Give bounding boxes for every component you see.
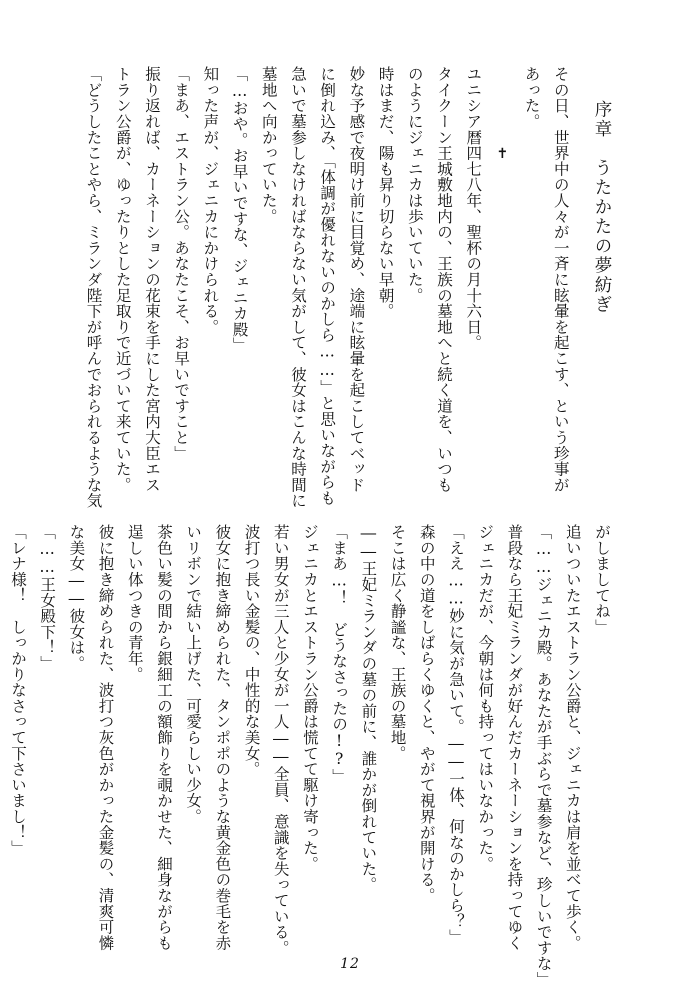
text-column: そこは広く静謐な、王族の墓地。 bbox=[388, 524, 407, 761]
text-column: 茶色い髪の間から銀細工の額飾りを覗かせた、細身ながらも bbox=[154, 524, 173, 951]
text-column: あった。 bbox=[522, 66, 541, 130]
text-column: 「まあ、エストラン公。あなたこそ、お早いですこと」 bbox=[172, 66, 191, 461]
text-column: 「まあ…！ どうなさったの!?」 bbox=[330, 524, 349, 785]
text-column: 急いで墓参しなければならない気がして、彼女はこんな時間に bbox=[288, 66, 307, 509]
text-column: その日、世界中の人々が一斉に眩暈を起こす、という珍事が bbox=[551, 66, 570, 493]
text-column: に倒れ込み、「体調が優れないのかしら……」と思いながらも bbox=[318, 66, 337, 506]
text-column: 波打つ長い金髪の、中性的な美女。 bbox=[242, 524, 261, 777]
text-column: 妙な予感で夜明け前に目覚め、途端に眩暈を起こしてベッド bbox=[347, 66, 366, 493]
text-column: ジェニカとエストラン公爵は慌てて駆け寄った。 bbox=[300, 524, 319, 872]
text-column: 振り返れば、カーネーションの花束を手にした宮内大臣エス bbox=[142, 66, 161, 493]
text-column bbox=[0, 524, 3, 944]
text-column: がしましてね」 bbox=[593, 524, 611, 635]
text-column: トラン公爵が、ゆったりとした足取りで近づいて来ていた。 bbox=[113, 66, 132, 493]
text-column: ――王妃ミランダの墓の前に、誰かが倒れていた。 bbox=[359, 524, 378, 893]
text-column: のようにジェニカは歩いていた。 bbox=[405, 66, 424, 303]
text-column: 「レナ様！ しっかりなさって下さいまし！」 bbox=[8, 524, 27, 856]
text-column: いリボンで結い上げた、可愛らしい少女。 bbox=[184, 524, 203, 825]
text-column: 「どうしたことやら、ミランダ陛下が呼んでおられるような気 bbox=[84, 66, 103, 509]
text-column: 彼に抱き締められた、波打つ灰色がかった金髪の、清爽可憐 bbox=[96, 524, 115, 951]
text-column: 森の中の道をしばらくゆくと、やがて視界が開ける。 bbox=[417, 524, 436, 904]
text-column: な美女――彼女は。 bbox=[67, 524, 86, 672]
upper-text-block bbox=[78, 66, 616, 509]
text-column: タイクーン王城敷地内の、王族の墓地へと続く道を、いつも bbox=[434, 66, 453, 493]
text-column: 追いついたエストラン公爵と、ジェニカは肩を並べて歩く。 bbox=[563, 524, 582, 951]
text-column: ジェニカだが、今朝は何も持ってはいなかった。 bbox=[476, 524, 495, 872]
text-column: 逞しい体つきの青年。 bbox=[125, 524, 144, 682]
text-column: 時はまだ、陽も昇り切らない早朝。 bbox=[376, 66, 395, 319]
text-column: 「……ジェニカ殿。あなたが手ぶらで墓参など、珍しいですな」 bbox=[534, 524, 553, 988]
text-column: 彼女に抱き締められた、タンポポのような黄金色の巻毛を赤 bbox=[213, 524, 232, 951]
section-ornament-icon: ✝ bbox=[494, 146, 511, 163]
text-column: 普段なら王妃ミランダが好んだカーネーションを持ってゆく bbox=[505, 524, 524, 951]
text-column: 知った声が、ジェニカにかけられる。 bbox=[201, 66, 220, 335]
spacer bbox=[575, 66, 587, 486]
text-column: 「…おや。お早いですな、ジェニカ殿」 bbox=[230, 66, 249, 353]
chapter-title: 序章 うたかたの夢紡ぎ bbox=[592, 100, 612, 315]
text-column: ユニシア暦四七八年、聖杯の月十六日。 bbox=[464, 66, 483, 351]
text-column: 若い男女が三人と少女が一人――全員、意識を失っている。 bbox=[271, 524, 290, 956]
text-column: 「ええ……妙に気が急いて。――一体、何なのかしら？」 bbox=[446, 524, 465, 945]
page-number: 12 bbox=[340, 956, 360, 972]
text-column: 「……王女殿下！」 bbox=[38, 524, 57, 672]
text-column: 墓地へ向かっていた。 bbox=[259, 66, 278, 224]
